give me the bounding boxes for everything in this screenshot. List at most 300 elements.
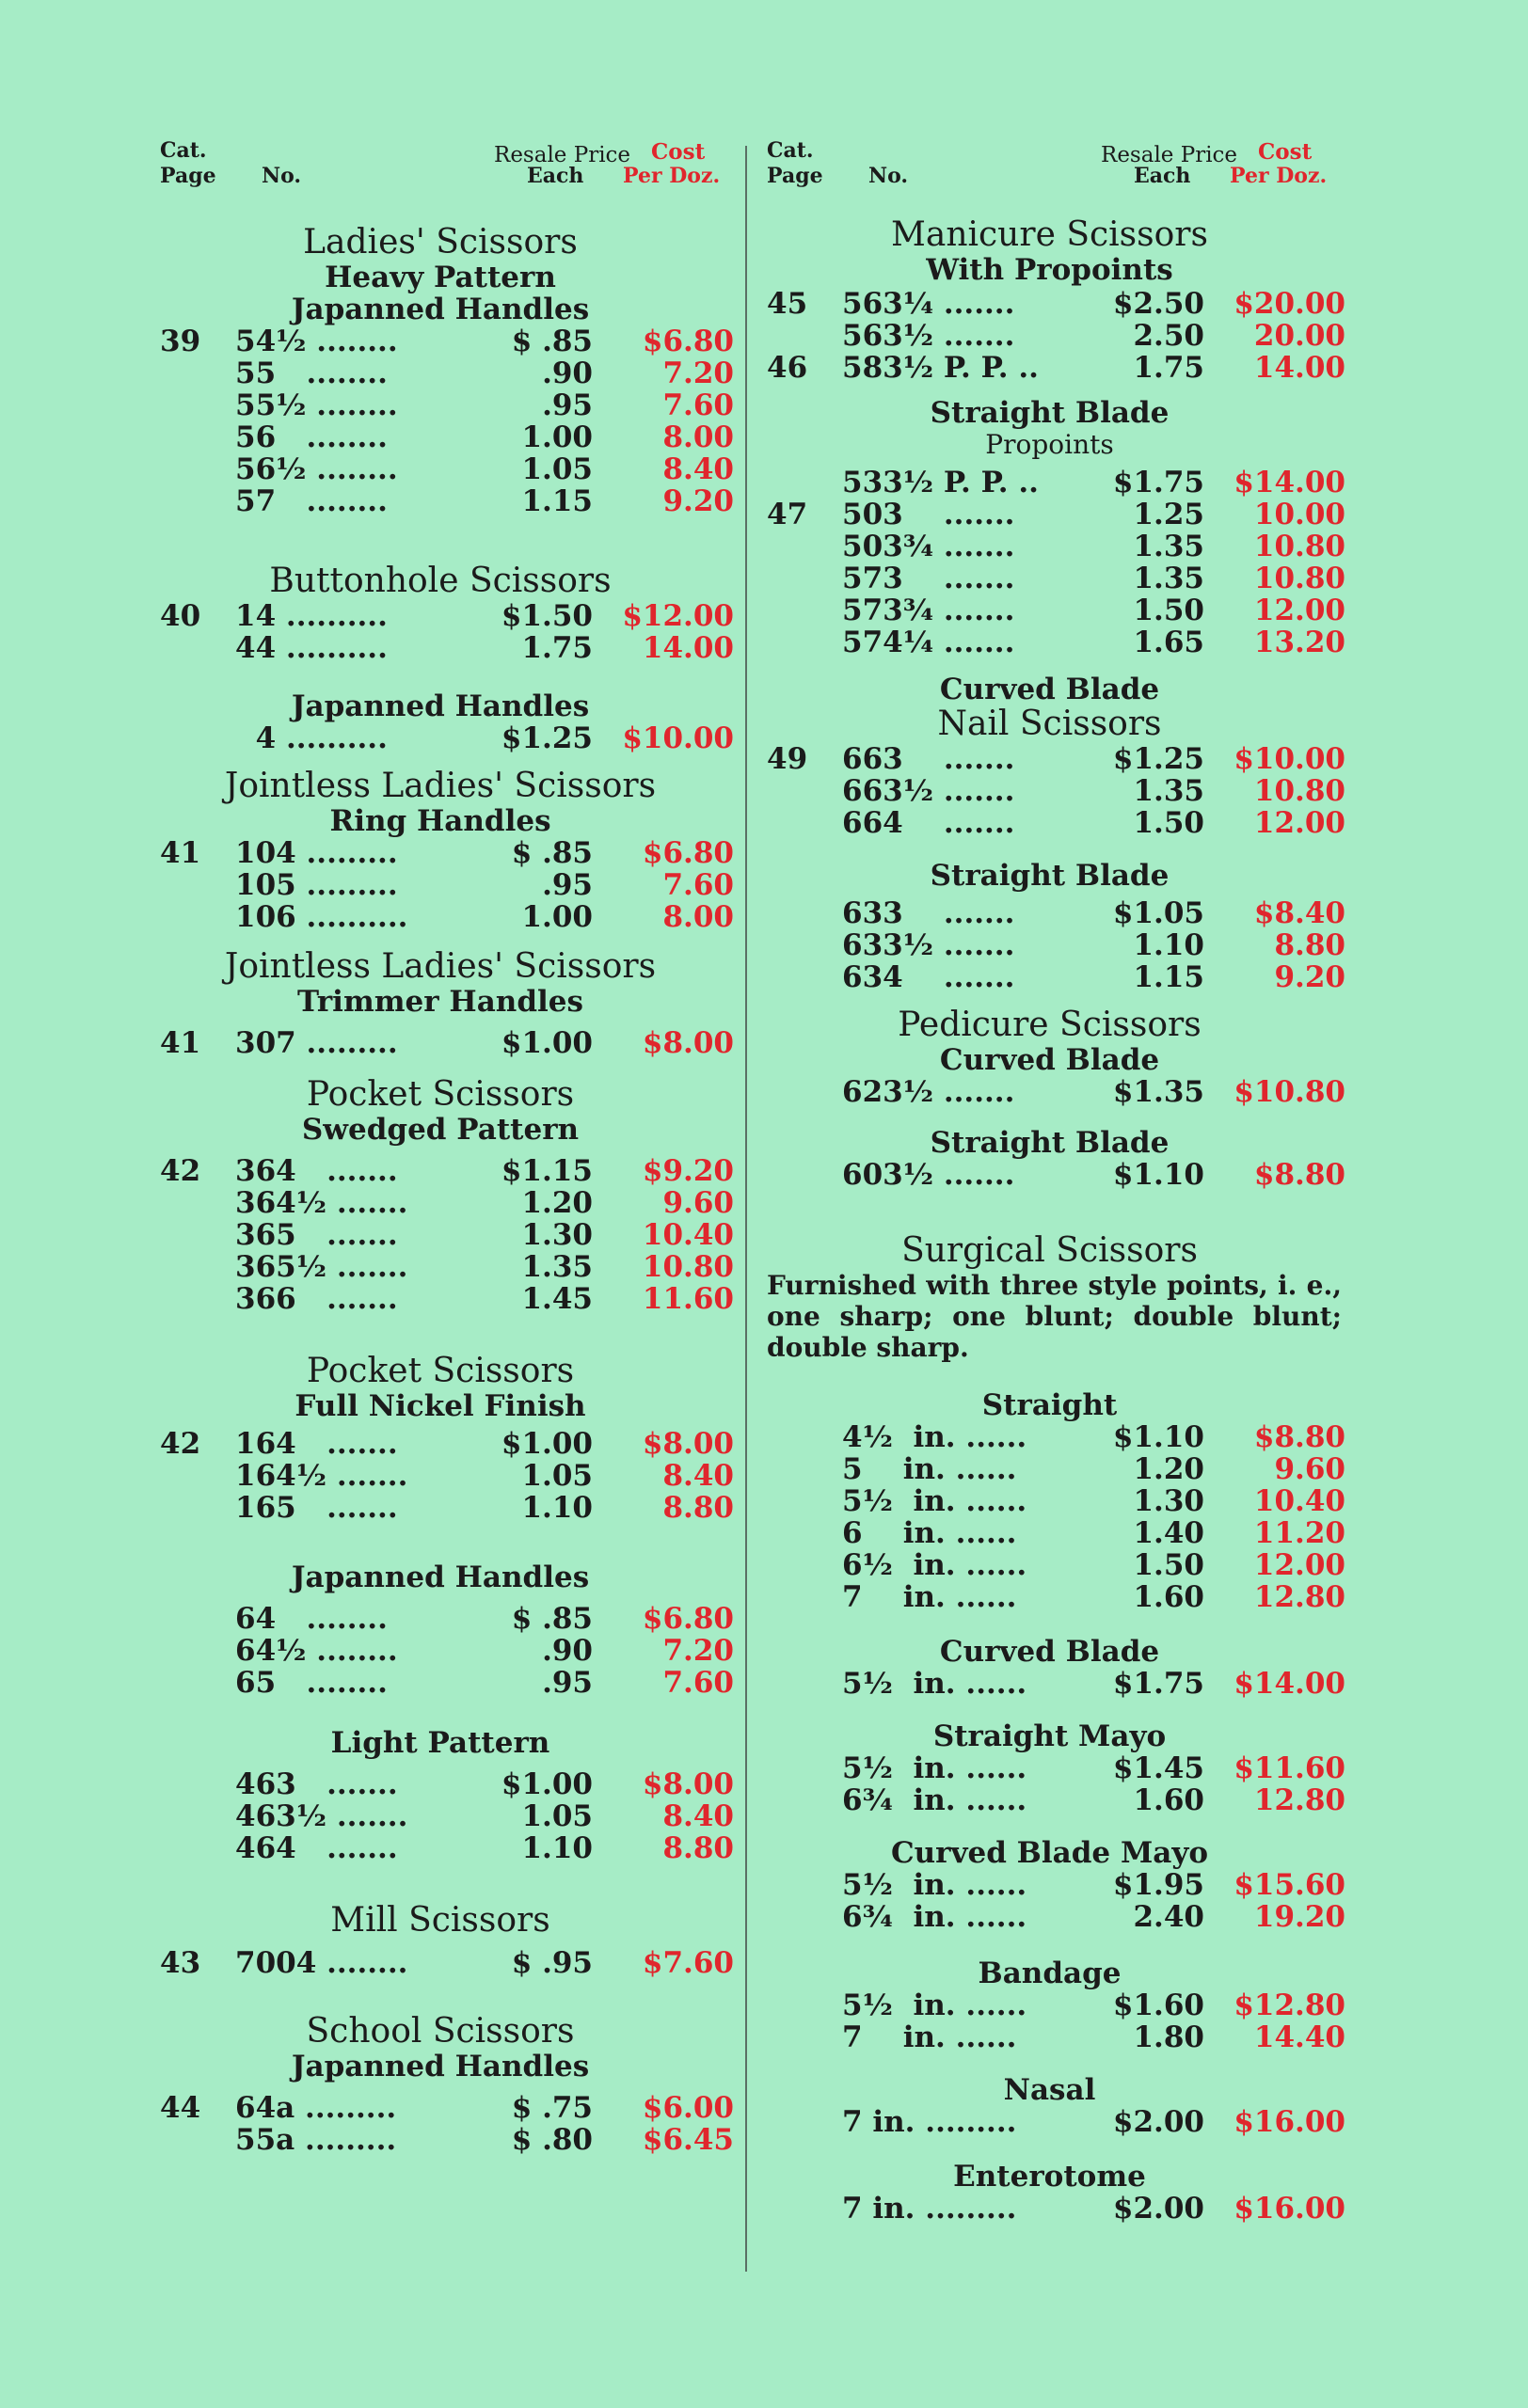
catalog-page-number: 45 [767, 287, 808, 321]
item-number-text: 56 [235, 420, 277, 454]
price-row [767, 1517, 1345, 1549]
item-number [842, 626, 1014, 658]
header-no: No. [262, 164, 302, 188]
price-rows [160, 1947, 734, 1979]
leader-dots: ...... [945, 1452, 1017, 1486]
header-cat: Cat. [767, 138, 814, 163]
resale-price: $1.05 [1112, 896, 1204, 930]
resale-price: 2.40 [1133, 1900, 1204, 1934]
item-number [235, 453, 398, 485]
price-row [160, 421, 734, 453]
section-subtitle: Straight Blade [930, 859, 1170, 893]
cost-per-dozen: $12.00 [622, 599, 734, 633]
item-number [235, 485, 388, 517]
price-row [767, 1485, 1345, 1517]
section-surgical-straight [767, 1389, 1345, 1613]
cost-per-dozen: $6.80 [642, 1602, 734, 1636]
price-row [160, 357, 734, 389]
section-nail-straight [767, 860, 1345, 993]
leader-dots: ......... [295, 868, 398, 902]
item-number-text: 664 [842, 806, 903, 840]
resale-price: $1.75 [1112, 466, 1204, 499]
leader-dots: ......... [295, 836, 398, 870]
item-number [842, 1421, 1027, 1453]
item-number [235, 325, 398, 357]
price-row [160, 1428, 734, 1460]
header-cat: Cat. [160, 138, 207, 163]
leader-dots: ....... [326, 1250, 408, 1284]
item-number [842, 1752, 1027, 1784]
section-buttonhole-scissors [160, 562, 734, 664]
resale-price: 1.15 [521, 484, 593, 518]
item-number-text: 64a [235, 2091, 295, 2125]
item-number-text: 104 [235, 836, 296, 870]
price-row [160, 453, 734, 485]
cost-per-dozen: 14.40 [1253, 2020, 1345, 2054]
header-cost: Cost [1258, 139, 1313, 165]
cost-per-dozen: 14.00 [642, 631, 734, 665]
item-number-text: 634 [842, 960, 903, 994]
cost-per-dozen: $8.00 [642, 1767, 734, 1801]
item-number [842, 288, 1014, 320]
section-subtitle: Japanned Handles [291, 2050, 590, 2083]
leader-dots: ........ [276, 1666, 388, 1700]
resale-price: $1.15 [501, 1154, 593, 1188]
item-number-text: 165 [235, 1491, 296, 1525]
leader-dots: ...... [945, 1580, 1017, 1614]
cost-per-dozen: 8.40 [662, 452, 734, 486]
section-title: Ladies' Scissors [303, 223, 578, 261]
section-pedicure-straight [767, 1127, 1345, 1191]
item-number [235, 2124, 396, 2156]
price-row [767, 1421, 1345, 1453]
price-rows [767, 1159, 1345, 1191]
leader-dots: ........ [306, 452, 398, 486]
resale-price: 1.10 [1133, 928, 1204, 962]
resale-price: 1.05 [521, 1459, 593, 1493]
section-jointless-trimmer [160, 948, 734, 1059]
cost-per-dozen: 20.00 [1253, 319, 1345, 353]
price-row [767, 1869, 1345, 1901]
cost-per-dozen: 7.60 [662, 868, 734, 902]
item-number [235, 1635, 398, 1667]
resale-price: 1.40 [1133, 1516, 1204, 1550]
resale-price: $1.10 [1112, 1420, 1204, 1454]
item-number-text: 5½ in. [842, 1484, 956, 1518]
item-number [842, 1485, 1027, 1517]
item-number-text: 164 [235, 1427, 296, 1461]
catalog-page-number: 42 [160, 1154, 201, 1188]
item-number-text: 366 [235, 1282, 296, 1316]
price-row [160, 1832, 734, 1864]
leader-dots: ....... [933, 594, 1015, 627]
item-number-text: 463½ [235, 1799, 327, 1833]
section-surgical-scissors [767, 1232, 1345, 1363]
resale-price: 2.50 [1133, 319, 1204, 353]
cost-per-dozen: 8.80 [662, 1831, 734, 1865]
section-pedicure-scissors [767, 1006, 1345, 1108]
cost-per-dozen: 10.80 [1253, 530, 1345, 563]
price-row [160, 901, 734, 933]
item-number-text: 563¼ [842, 287, 934, 321]
leader-dots: ........ [316, 1946, 408, 1980]
price-rows [160, 325, 734, 517]
leader-dots: ........ [306, 1634, 398, 1668]
cost-per-dozen: 9.20 [662, 484, 734, 518]
resale-price: 1.65 [1133, 626, 1204, 659]
item-number-text: 503 [842, 498, 903, 531]
price-row [767, 467, 1345, 499]
section-pocket-japanned [160, 1561, 734, 1699]
cost-per-dozen: $8.80 [1253, 1420, 1345, 1454]
item-number [235, 837, 398, 869]
item-number-text: 55 [235, 356, 277, 390]
cost-per-dozen: $9.20 [642, 1154, 734, 1188]
price-row [160, 1155, 734, 1187]
resale-price: $1.25 [1112, 742, 1204, 776]
catalog-page-number: 39 [160, 325, 201, 358]
item-number [842, 929, 1014, 961]
resale-price: 1.05 [521, 1799, 593, 1833]
resale-price: 1.45 [521, 1282, 593, 1316]
item-number [235, 1283, 398, 1315]
item-number-text: 6½ in. [842, 1548, 956, 1582]
item-number [842, 352, 1039, 384]
cost-per-dozen: 10.80 [1253, 774, 1345, 808]
price-rows [160, 1603, 734, 1699]
item-number [235, 1219, 398, 1251]
resale-price: $1.10 [1112, 1158, 1204, 1192]
item-number-text: 4½ in. [842, 1420, 956, 1454]
price-rows [767, 1869, 1345, 1933]
item-number [235, 421, 388, 453]
price-row [160, 1283, 734, 1315]
cost-per-dozen: $6.45 [642, 2123, 734, 2157]
price-row [767, 531, 1345, 562]
price-row [160, 1460, 734, 1492]
leader-dots: ....... [295, 1218, 398, 1252]
resale-price: 1.10 [521, 1491, 593, 1525]
item-number [842, 1989, 1027, 2021]
leader-dots: ....... [933, 1075, 1015, 1109]
price-row [160, 869, 734, 901]
section-jointless-ring [160, 768, 734, 933]
price-rows [767, 743, 1345, 839]
item-number-text: 5½ in. [842, 1667, 956, 1701]
cost-per-dozen: 7.20 [662, 356, 734, 390]
price-row [160, 837, 734, 869]
price-row [767, 1453, 1345, 1485]
leader-dots: .......... [295, 900, 408, 934]
item-number [842, 1159, 1014, 1191]
header-page: Page [767, 164, 823, 188]
item-number-text: 464 [235, 1831, 296, 1865]
section-subtitle: Trimmer Handles [297, 985, 583, 1019]
section-surgical-curved [767, 1636, 1345, 1700]
catalog-page-number: 41 [160, 836, 201, 870]
catalog-page-number: 44 [160, 2091, 201, 2125]
price-rows [160, 1768, 734, 1864]
item-number-text: 663 [842, 742, 903, 776]
item-number-text: 574¼ [842, 626, 934, 659]
resale-price: $1.00 [501, 1427, 593, 1461]
price-rows [767, 2106, 1345, 2138]
cost-per-dozen: $14.00 [1234, 1667, 1345, 1701]
header-per-doz: Per Doz. [623, 164, 721, 188]
price-rows [767, 1076, 1345, 1108]
leader-dots: ...... [955, 1667, 1027, 1701]
header-resale-price: Resale Price [1101, 143, 1238, 167]
resale-price: 1.75 [521, 631, 593, 665]
item-number-text: 463 [235, 1767, 296, 1801]
price-rows [767, 288, 1345, 384]
resale-price: $1.95 [1112, 1868, 1204, 1902]
resale-price: 1.35 [1133, 562, 1204, 595]
item-number [235, 1460, 407, 1492]
leader-dots: ....... [295, 1154, 398, 1188]
left-column [160, 139, 734, 2156]
price-rows [160, 722, 734, 754]
leader-dots: ....... [902, 562, 1015, 595]
section-subtitle: Straight [981, 1388, 1118, 1422]
leader-dots: ........ [276, 420, 388, 454]
item-number-text: 503¾ [842, 530, 934, 563]
catalog-page-number: 41 [160, 1026, 201, 1060]
resale-price: 1.10 [521, 1831, 593, 1865]
price-row [160, 389, 734, 421]
leader-dots: ....... [295, 1282, 398, 1316]
resale-price: $ .85 [511, 836, 593, 870]
item-number [842, 1581, 1016, 1613]
leader-dots: .......... [276, 721, 388, 755]
resale-price: $2.00 [1112, 2105, 1204, 2139]
item-number-text: 663½ [842, 774, 934, 808]
price-rows [160, 600, 734, 664]
section-title: Pocket Scissors [306, 1352, 575, 1390]
section-title: Jointless Ladies' Scissors [224, 767, 657, 805]
cost-per-dozen: $8.00 [642, 1427, 734, 1461]
item-number-text: 364 [235, 1154, 296, 1188]
section-subtitle: Curved Blade Mayo [890, 1836, 1209, 1870]
cost-per-dozen: 8.00 [662, 900, 734, 934]
resale-price: $2.50 [1112, 287, 1204, 321]
item-number [235, 1155, 398, 1187]
cost-per-dozen: 7.60 [662, 1666, 734, 1700]
item-number-text: 65 [235, 1666, 277, 1700]
item-number [235, 1603, 388, 1635]
price-row [767, 499, 1345, 531]
cost-per-dozen: $7.60 [642, 1946, 734, 1980]
leader-dots: ........ [276, 1602, 388, 1636]
cost-per-dozen: 8.40 [662, 1459, 734, 1493]
header-per-doz: Per Doz. [1230, 164, 1328, 188]
price-row [767, 1076, 1345, 1108]
item-number-text: 307 [235, 1026, 296, 1060]
item-number-text: 365½ [235, 1250, 327, 1284]
item-number [235, 1832, 398, 1864]
resale-price: 1.35 [1133, 530, 1204, 563]
section-straight-mayo [767, 1720, 1345, 1816]
item-number [842, 807, 1014, 839]
leader-dots: ...... [955, 1783, 1027, 1817]
item-number-text: 623½ [842, 1075, 934, 1109]
right-column [767, 139, 1345, 2225]
header-no: No. [868, 164, 909, 188]
catalog-page-number: 40 [160, 599, 201, 633]
item-number [842, 1076, 1014, 1108]
resale-price: $ .75 [511, 2091, 593, 2125]
cost-per-dozen: 8.40 [662, 1799, 734, 1833]
section-ladies-scissors [160, 224, 734, 517]
price-row [160, 1768, 734, 1800]
item-number [842, 743, 1014, 775]
section-title: Jointless Ladies' Scissors [224, 947, 657, 986]
catalog-page-number: 43 [160, 1946, 201, 1980]
item-number [235, 1187, 407, 1219]
section-title: School Scissors [306, 2012, 575, 2051]
item-number [235, 632, 388, 664]
price-row [160, 1187, 734, 1219]
cost-per-dozen: $20.00 [1234, 287, 1345, 321]
section-title: Buttonhole Scissors [269, 562, 612, 600]
item-number-text: 633½ [842, 928, 934, 962]
cost-per-dozen: 10.80 [642, 1250, 734, 1284]
price-row [160, 1027, 734, 1059]
item-number [235, 389, 398, 421]
leader-dots: ....... [933, 928, 1015, 962]
section-nail-scissors [767, 673, 1345, 839]
price-rows [160, 1155, 734, 1315]
cost-per-dozen: 8.80 [662, 1491, 734, 1525]
resale-price: $1.60 [1112, 1988, 1204, 2022]
catalog-page-number: 49 [767, 742, 808, 776]
leader-dots: .......... [276, 631, 388, 665]
resale-price: $1.75 [1112, 1667, 1204, 1701]
section-subtitle: Straight Blade [930, 1126, 1170, 1160]
item-number-text: 6 in. [842, 1516, 946, 1550]
cost-per-dozen: 9.60 [662, 1186, 734, 1220]
section-title: Nail Scissors [937, 705, 1162, 743]
item-number-text: 64 [235, 1602, 277, 1636]
section-mill-scissors [160, 1902, 734, 1979]
leader-dots: ....... [933, 626, 1015, 659]
section-curved-mayo [767, 1837, 1345, 1933]
item-number-text: 106 [235, 900, 296, 934]
item-number [842, 1869, 1027, 1901]
item-number-text: 44 [235, 631, 277, 665]
item-number [235, 1428, 398, 1460]
cost-per-dozen: 10.40 [1253, 1484, 1345, 1518]
item-number [235, 1027, 398, 1059]
section-subtitle: Ring Handles [329, 804, 551, 838]
resale-price: 1.80 [1133, 2020, 1204, 2054]
header-each: Each [1134, 164, 1191, 188]
surgical-note: Furnished with three style points, i. e., one sharp; one blunt; double blunt; double sharp. [767, 1270, 1342, 1363]
price-row [767, 1901, 1345, 1933]
item-number [235, 1800, 407, 1832]
item-number-text: 7 in. [842, 2020, 946, 2054]
price-row [767, 2193, 1345, 2225]
price-rows [767, 2193, 1345, 2225]
cost-per-dozen: $16.00 [1234, 2105, 1345, 2139]
price-rows [767, 1752, 1345, 1816]
price-row [160, 600, 734, 632]
item-number-text: 583½ P. P. [842, 351, 1009, 385]
resale-price: $ .95 [511, 1946, 593, 1980]
item-number-text: 365 [235, 1218, 296, 1252]
resale-price: 1.20 [1133, 1452, 1204, 1486]
item-number [842, 467, 1039, 499]
item-number [842, 961, 1014, 993]
item-number [235, 1768, 398, 1800]
price-row [160, 632, 734, 664]
leader-dots: ....... [902, 806, 1015, 840]
price-row [160, 2124, 734, 2156]
leader-dots: .. [1008, 351, 1039, 385]
item-number-text: 633 [842, 896, 903, 930]
catalog-page-number: 47 [767, 498, 808, 531]
resale-price: $2.00 [1112, 2192, 1204, 2226]
leader-dots: ......... [915, 2192, 1017, 2226]
item-number [842, 1901, 1027, 1933]
resale-price: 1.25 [1133, 498, 1204, 531]
cost-per-dozen: 10.00 [1253, 498, 1345, 531]
item-number [235, 1947, 407, 1979]
leader-dots: ...... [955, 1900, 1027, 1934]
resale-price: 1.35 [1133, 774, 1204, 808]
leader-dots: ......... [294, 2123, 397, 2157]
price-row [160, 1492, 734, 1524]
item-number-text: 533½ P. P. [842, 466, 1009, 499]
cost-per-dozen: $8.40 [1253, 896, 1345, 930]
leader-dots: ...... [945, 1516, 1017, 1550]
resale-price: 1.30 [1133, 1484, 1204, 1518]
cost-per-dozen: 13.20 [1253, 626, 1345, 659]
leader-dots: ....... [902, 742, 1015, 776]
leader-dots: ......... [915, 2105, 1017, 2139]
item-number [842, 1517, 1016, 1549]
price-row [767, 1752, 1345, 1784]
section-subtitle: Straight Mayo [932, 1719, 1167, 1753]
price-row [767, 1989, 1345, 2021]
item-number [235, 1667, 388, 1699]
price-row [767, 562, 1345, 594]
resale-price: .95 [542, 388, 593, 422]
price-row [767, 320, 1345, 352]
section-subtitle: With Propoints [926, 253, 1173, 287]
item-number-text: 54½ [235, 325, 307, 358]
header-cost: Cost [651, 139, 706, 165]
cost-per-dozen: 9.60 [1274, 1452, 1345, 1486]
cost-per-dozen: 12.80 [1253, 1580, 1345, 1614]
item-number [842, 2193, 1016, 2225]
leader-dots: ....... [295, 1427, 398, 1461]
price-rows [160, 1027, 734, 1059]
section-pocket-nickel [160, 1353, 734, 1524]
price-rows [767, 897, 1345, 993]
item-number [842, 499, 1014, 531]
item-number-text: 573 [842, 562, 903, 595]
leader-dots: ........ [276, 484, 388, 518]
cost-per-dozen: $12.80 [1234, 1988, 1345, 2022]
price-row [767, 961, 1345, 993]
price-row [767, 288, 1345, 320]
section-title: Manicure Scissors [891, 215, 1208, 254]
item-number-text: 7 in. [842, 1580, 946, 1614]
price-rows [160, 2092, 734, 2156]
price-row [767, 352, 1345, 384]
leader-dots: ........ [306, 325, 398, 358]
